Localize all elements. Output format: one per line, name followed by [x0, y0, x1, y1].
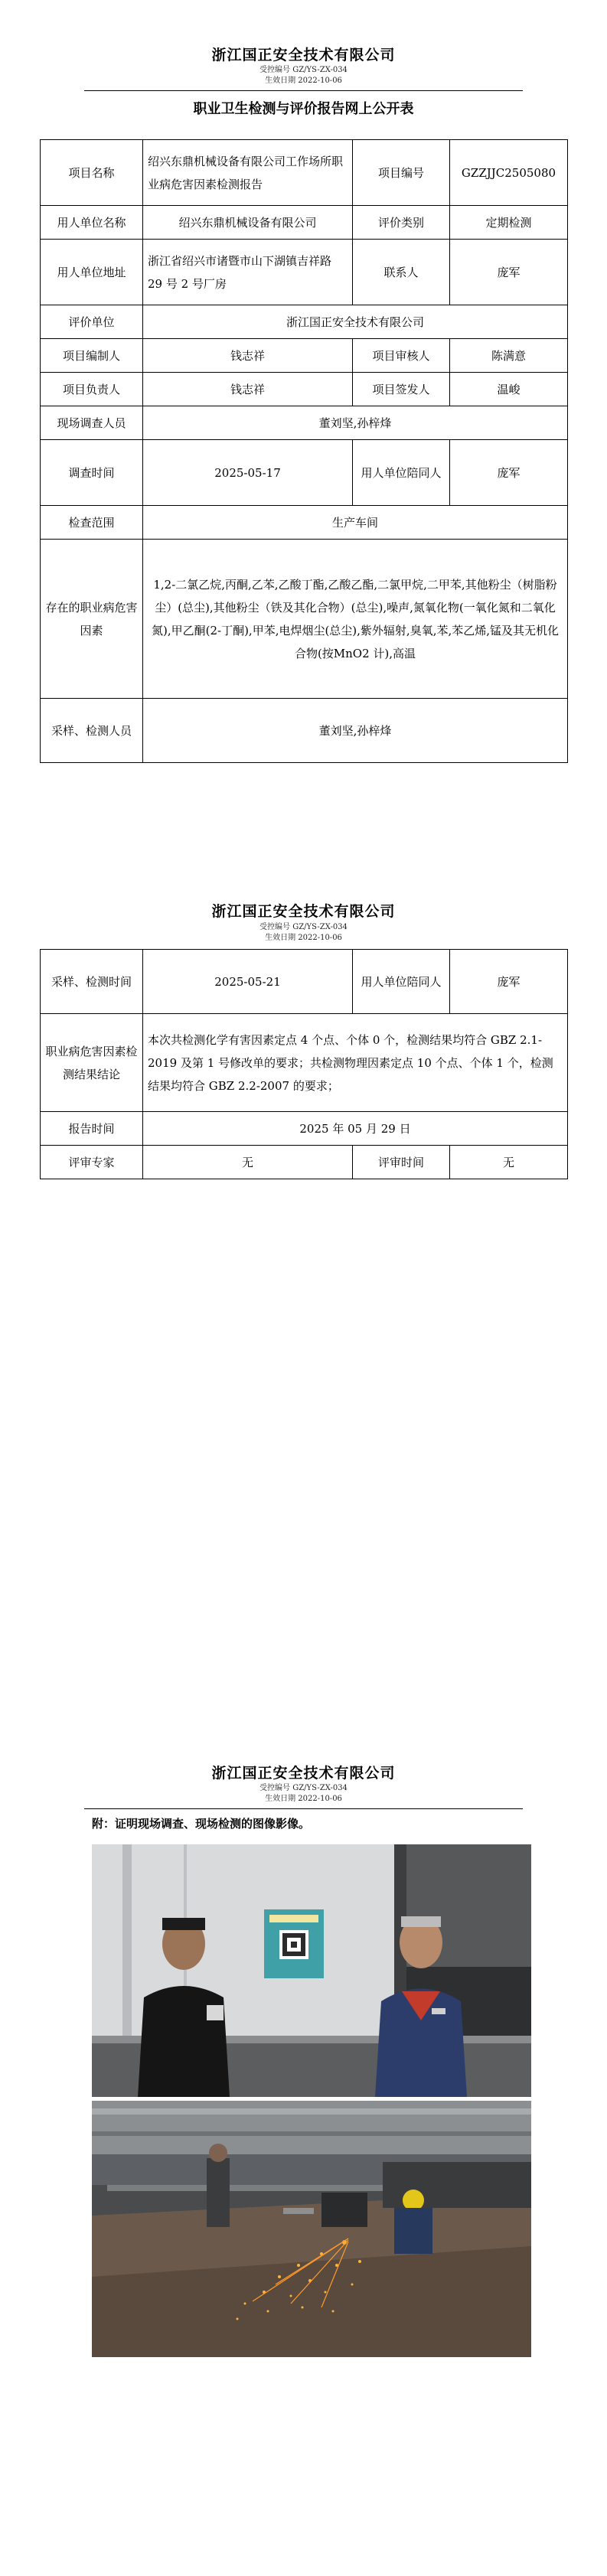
- surveyor-value: 董刘坚,孙梓烽: [143, 406, 568, 440]
- survey-time-value: 2025-05-17: [143, 440, 353, 506]
- hazard-label: 存在的职业病危害因素: [41, 540, 143, 699]
- hazard-value: 1,2-二氯乙烷,丙酮,乙苯,乙酸丁酯,乙酸乙酯,二氯甲烷,二甲苯,其他粉尘（树脂粉尘）(总尘),其他粉尘（铁及其化合物）(总尘),噪声,氮氧化物(一氧化氮和二氧化氮),甲乙酮(2-丁酮),甲苯,电焊烟尘(总尘),紫外辐射,臭氧,苯,苯乙烯,锰及其无机化合物(按MnO2 计),高温: [143, 540, 568, 699]
- sampler-label: 采样、检测人员: [41, 699, 143, 763]
- site-survey-photo: [92, 1844, 531, 2097]
- header-divider: [84, 1808, 523, 1809]
- table-row: [41, 206, 568, 240]
- reviewer-value: 陈满意: [450, 339, 568, 373]
- signer-label: 项目签发人: [353, 373, 450, 406]
- review-time-label: 评审时间: [353, 1146, 450, 1179]
- expert-label: 评审专家: [41, 1146, 143, 1179]
- table-row: [41, 240, 568, 305]
- table-row: [41, 406, 568, 440]
- table-row: [41, 1112, 568, 1146]
- eval-type-label: 评价类别: [353, 206, 450, 240]
- attachment-caption: 附：证明现场调查、现场检测的图像影像。: [92, 1817, 311, 1831]
- lead-value: 钱志祥: [143, 373, 353, 406]
- company-name: 浙江国正安全技术有限公司: [211, 1765, 396, 1782]
- accompany-label: 用人单位陪同人: [353, 950, 450, 1014]
- project-name-value: 绍兴东鼎机械设备有限公司工作场所职业病危害因素检测报告: [143, 140, 353, 206]
- accompany-label: 用人单位陪同人: [353, 440, 450, 506]
- lead-label: 项目负责人: [41, 373, 143, 406]
- accompany-value: 庞军: [450, 440, 568, 506]
- site-detection-photo: [92, 2101, 531, 2357]
- conclusion-label: 职业病危害因素检测结果结论: [41, 1014, 143, 1112]
- table-row: [41, 373, 568, 406]
- effective-date: 生效日期 2022-10-06: [265, 77, 342, 85]
- sampler-value: 董刘坚,孙梓烽: [143, 699, 568, 763]
- signer-value: 温峻: [450, 373, 568, 406]
- address-label: 用人单位地址: [41, 240, 143, 305]
- company-name: 浙江国正安全技术有限公司: [211, 903, 396, 920]
- control-number: 受控编号 GZ/YS-ZX-034: [259, 66, 348, 74]
- sample-time-label: 采样、检测时间: [41, 950, 143, 1014]
- conclusion-value: 本次共检测化学有害因素定点 4 个点、个体 0 个，检测结果均符合 GBZ 2.1-2019 及第 1 号修改单的要求；共检测物理因素定点 10 个点、个体 1 个，检测结果均符合 GBZ 2.2-2007 的要求；: [143, 1014, 568, 1112]
- review-time-value: 无: [450, 1146, 568, 1179]
- table-row: [41, 140, 568, 206]
- employer-label: 用人单位名称: [41, 206, 143, 240]
- company-name: 浙江国正安全技术有限公司: [211, 47, 396, 64]
- address-value: 浙江省绍兴市诸暨市山下湖镇吉祥路 29 号 2 号厂房: [143, 240, 353, 305]
- table-row: [41, 1146, 568, 1179]
- control-number: 受控编号 GZ/YS-ZX-034: [259, 923, 348, 931]
- table-row: [41, 440, 568, 506]
- table-row: [41, 950, 568, 1014]
- table-row: [41, 699, 568, 763]
- report-table-1: [40, 139, 568, 763]
- reviewer-label: 项目审核人: [353, 339, 450, 373]
- table-row: [41, 339, 568, 373]
- surveyor-label: 现场调查人员: [41, 406, 143, 440]
- report-time-label: 报告时间: [41, 1112, 143, 1146]
- eval-type-value: 定期检测: [450, 206, 568, 240]
- table-row: [41, 1014, 568, 1112]
- project-name-label: 项目名称: [41, 140, 143, 206]
- page-title: 职业卫生检测与评价报告网上公开表: [193, 101, 414, 117]
- project-no-value: GZZJJC2505080: [450, 140, 568, 206]
- table-row: [41, 305, 568, 339]
- eval-unit-value: 浙江国正安全技术有限公司: [143, 305, 568, 339]
- scope-value: 生产车间: [143, 506, 568, 540]
- contact-value: 庞军: [450, 240, 568, 305]
- eval-unit-label: 评价单位: [41, 305, 143, 339]
- sample-time-value: 2025-05-21: [143, 950, 353, 1014]
- effective-date: 生效日期 2022-10-06: [265, 934, 342, 942]
- contact-label: 联系人: [353, 240, 450, 305]
- effective-date: 生效日期 2022-10-06: [265, 1795, 342, 1803]
- control-number: 受控编号 GZ/YS-ZX-034: [259, 1784, 348, 1792]
- author-label: 项目编制人: [41, 339, 143, 373]
- header-divider: [84, 90, 523, 91]
- table-row: [41, 506, 568, 540]
- report-table-2: [40, 949, 568, 1179]
- author-value: 钱志祥: [143, 339, 353, 373]
- scope-label: 检查范围: [41, 506, 143, 540]
- employer-value: 绍兴东鼎机械设备有限公司: [143, 206, 353, 240]
- project-no-label: 项目编号: [353, 140, 450, 206]
- accompany-value: 庞军: [450, 950, 568, 1014]
- survey-time-label: 调查时间: [41, 440, 143, 506]
- report-time-value: 2025 年 05 月 29 日: [143, 1112, 568, 1146]
- table-row: [41, 540, 568, 699]
- expert-value: 无: [143, 1146, 353, 1179]
